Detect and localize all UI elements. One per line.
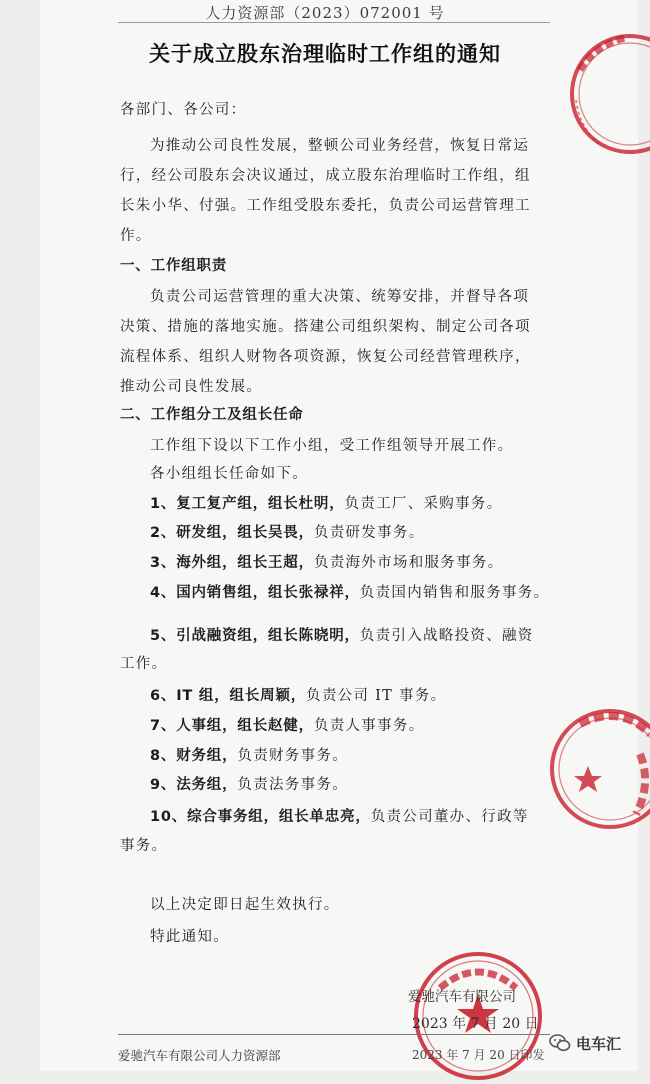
closing-line: 以上决定即日起生效执行。 (150, 897, 340, 913)
group-name: 3、海外组，组长王超， (150, 555, 314, 571)
group-item-2 (150, 521, 425, 542)
signature-date: 2023 年 7 月 20 日 (412, 1016, 539, 1032)
group-item-10-cont: 事务。 (120, 838, 168, 854)
group-item-9 (150, 773, 348, 794)
group-duty: 负责研发事务。 (313, 525, 425, 541)
group-item-5-cont: 工作。 (120, 656, 168, 672)
document-title: 关于成立股东治理临时工作组的通知 (149, 42, 501, 66)
group-item-6 (150, 684, 446, 705)
group-item-1 (150, 492, 503, 513)
group-duty: 负责引入战略投资、融资 (359, 628, 534, 644)
footer-divider (118, 1034, 550, 1035)
intro-line: 为推动公司良性发展，整顿公司业务经营，恢复日常运 (150, 138, 530, 154)
intro-line: 行，经公司股东会决议通过，成立股东治理临时工作组，组 (120, 168, 531, 184)
closing-line: 特此通知。 (150, 929, 229, 945)
group-duty: 负责法务事务。 (237, 777, 348, 793)
section1-line: 负责公司运营管理的重大决策、统筹安排，并督导各项 (150, 289, 530, 305)
group-duty: 负责人事事务。 (313, 718, 425, 734)
group-item-4 (150, 581, 549, 602)
footer-issue-date: 2023 年 7 月 20 日印发 (412, 1048, 545, 1062)
group-duty: 负责公司董办、行政等 (370, 809, 529, 825)
section1-line: 流程体系、组织人财物各项资源，恢复公司经营管理秩序， (120, 349, 531, 365)
section2-line: 各小组组长任命如下。 (150, 466, 308, 482)
intro-line: 作。 (120, 228, 152, 244)
wechat-icon (548, 1031, 572, 1055)
group-duty: 负责工厂、采购事务。 (344, 496, 503, 512)
section2-heading: 二、工作组分工及组长任命 (120, 407, 304, 423)
group-name: 1、复工复产组，组长杜明， (150, 496, 345, 512)
group-name: 6、IT 组，组长周颖， (150, 688, 307, 704)
group-name: 8、财务组， (150, 748, 238, 764)
seal-stamp-middle-icon (540, 704, 650, 834)
intro-line: 长朱小华、付强。工作组受股东委托，负责公司运营管理工 (120, 198, 531, 214)
group-item-7 (150, 714, 425, 735)
group-item-10 (150, 805, 529, 826)
section1-heading: 一、工作组职责 (120, 258, 228, 274)
group-name: 10、综合事务组，组长单忠亮， (150, 809, 371, 825)
group-name: 5、引战融资组，组长陈晓明， (150, 628, 360, 644)
signature-company: 爱驰汽车有限公司 (408, 989, 516, 1005)
group-duty: 负责公司 IT 事务。 (306, 688, 447, 704)
section1-line: 决策、措施的落地实施。搭建公司组织架构、制定公司各项 (120, 319, 531, 335)
seal-stamp-top-icon (566, 30, 650, 158)
group-item-8 (150, 744, 348, 765)
watermark-text: 电车汇 (576, 1034, 622, 1053)
group-name: 7、人事组，组长赵健， (150, 718, 314, 734)
document-number: 人力资源部（2023）072001 号 (205, 4, 445, 22)
group-item-5 (150, 624, 534, 645)
section2-line: 工作组下设以下工作小组，受工作组领导开展工作。 (150, 438, 514, 454)
group-name: 2、研发组，组长吴畏， (150, 525, 314, 541)
group-item-3 (150, 551, 504, 572)
header-divider (118, 22, 550, 23)
group-name: 9、法务组， (150, 777, 238, 793)
section1-line: 推动公司良性发展。 (120, 379, 263, 395)
group-duty: 负责海外市场和服务事务。 (313, 555, 504, 571)
footer-issuer: 爱驰汽车有限公司人力资源部 (118, 1048, 281, 1063)
salutation: 各部门、各公司： (120, 102, 247, 118)
group-duty: 负责国内销售和服务事务。 (359, 585, 550, 601)
source-watermark (548, 1028, 650, 1058)
group-name: 4、国内销售组，组长张禄祥， (150, 585, 360, 601)
group-duty: 负责财务事务。 (237, 748, 348, 764)
